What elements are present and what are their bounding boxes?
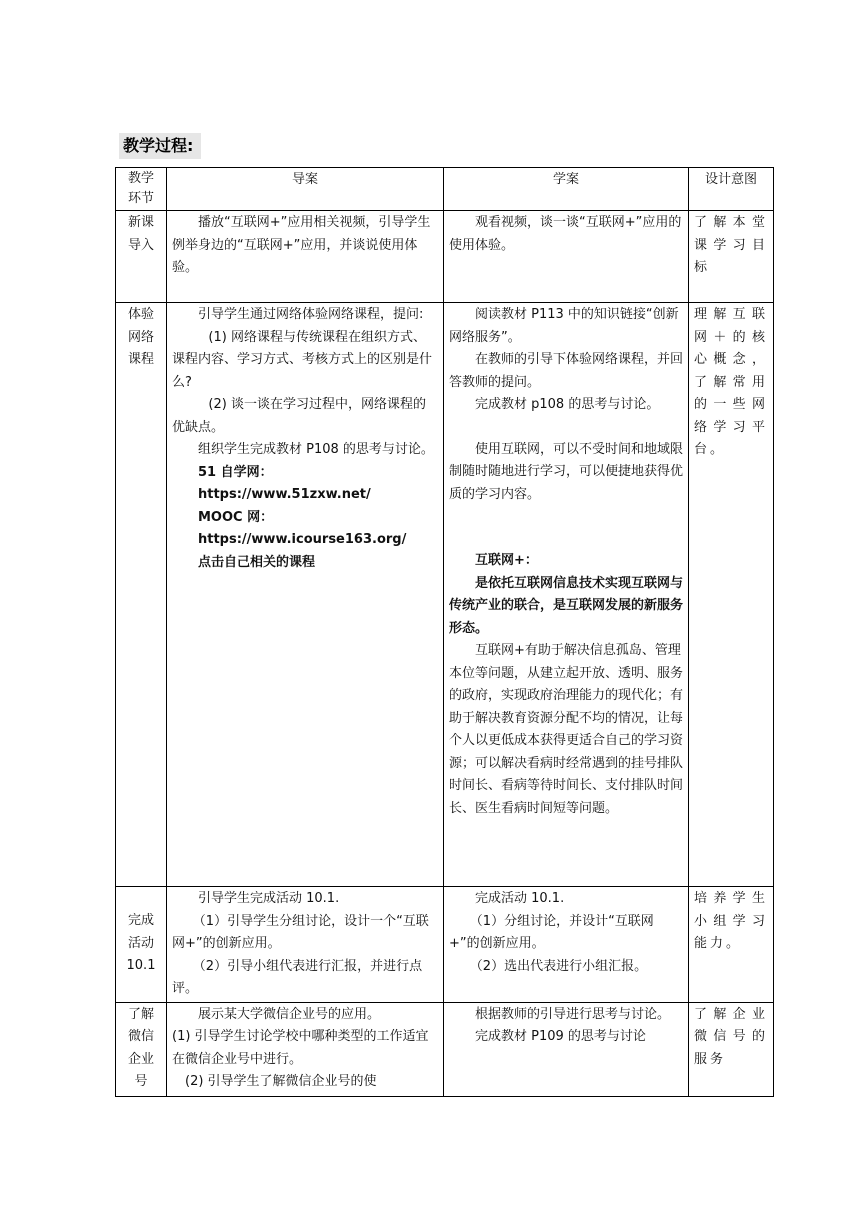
guide-cell bbox=[167, 1002, 444, 1096]
stage-text: 新课 导入 bbox=[127, 215, 154, 253]
guide-text: (2) 引导学生了解微信企业号的使 bbox=[185, 1074, 377, 1089]
table-header-row bbox=[116, 168, 774, 211]
intent-cell: 理解互联网＋的核心概念，了解常用的一些网络学习平台。 bbox=[689, 303, 774, 887]
intent-cell: 培养学生小组学习能力。 bbox=[689, 887, 774, 1003]
study-cell bbox=[444, 1002, 689, 1096]
guide-text: 51 自学网： bbox=[198, 464, 273, 480]
stage-cell bbox=[116, 887, 167, 1003]
stage-text: 了解 微信 企业 号 bbox=[127, 1006, 154, 1089]
table-row bbox=[116, 887, 774, 1003]
guide-text: (1) 网络课程与传统课程在组织方式、课程内容、学习方式、考核方式上的区别是什么? bbox=[172, 329, 433, 390]
guide-text: 引导学生通过网络体验网络课程，提问: bbox=[198, 307, 424, 322]
guide-text: 组织学生完成教材 P108 的思考与讨论。 bbox=[198, 442, 434, 457]
study-cell bbox=[444, 303, 689, 887]
teaching-process-table bbox=[115, 167, 774, 1097]
header-stage-text: 教学 环节 bbox=[127, 171, 154, 206]
study-text: 完成教材 P109 的思考与讨论 bbox=[475, 1029, 646, 1044]
stage-cell bbox=[116, 211, 167, 303]
guide-cell bbox=[167, 887, 444, 1003]
study-text: 完成活动 10.1. bbox=[475, 891, 565, 906]
study-cell bbox=[444, 887, 689, 1003]
study-text: 互联网+： bbox=[475, 553, 538, 568]
guide-cell bbox=[167, 211, 444, 303]
header-study: 学案 bbox=[444, 168, 689, 211]
blank-line bbox=[449, 506, 683, 550]
study-text: 阅读教材 P113 中的知识链接“创新网络服务”。 bbox=[449, 307, 679, 345]
stage-text: 完成 活动 10.1 bbox=[126, 913, 156, 973]
guide-text: 展示某大学微信企业号的应用。 bbox=[198, 1006, 381, 1022]
study-text: 根据教师的引导进行思考与讨论。 bbox=[475, 1006, 671, 1022]
header-stage bbox=[116, 168, 167, 211]
guide-text: （1）引导学生分组讨论，设计一个“互联网+”的创新应用。 bbox=[172, 913, 429, 951]
stage-cell bbox=[116, 303, 167, 887]
table-row bbox=[116, 1002, 774, 1096]
guide-text: 引导学生完成活动 10.1. bbox=[198, 891, 340, 906]
website-url-icourse163: https://www.icourse163.org/ bbox=[198, 532, 407, 547]
intent-cell: 了解本堂课学习目标 bbox=[689, 211, 774, 303]
website-url-51zxw: https://www.51zxw.net/ bbox=[198, 487, 371, 502]
section-heading: 教学过程: bbox=[119, 133, 201, 159]
header-intent: 设计意图 bbox=[689, 168, 774, 211]
study-cell bbox=[444, 211, 689, 303]
study-text: 完成教材 p108 的思考与讨论。 bbox=[475, 397, 660, 412]
study-text: 互联网+有助于解决信息孤岛、管理本位等问题，从建立起开放、透明、服务的政府，实现政府治理能力的现代化；有助于解决教育资源分配不均的情况，让每个人以更低成本获得更适合自己的学习资源；可以解决看病时经常遇到的挂号排队时间长、看病等待时间长、支付排队时间长、医生看病时间短等问题。 bbox=[449, 643, 684, 816]
guide-text: 播放“互联网+”应用相关视频，引导学生例举身边的“互联网+”应用，并谈说使用体验。 bbox=[172, 215, 431, 275]
study-text: 是依托互联网信息技术实现互联网与传统产业的联合，是互联网发展的新服务形态。 bbox=[449, 575, 684, 636]
table-row bbox=[116, 211, 774, 303]
guide-text: 点击自己相关的课程 bbox=[198, 554, 316, 570]
guide-text: (1) 引导学生讨论学校中哪种类型的工作适宜在微信企业号中进行。 bbox=[172, 1029, 429, 1067]
guide-cell bbox=[167, 303, 444, 887]
table-row bbox=[116, 303, 774, 887]
study-text: 观看视频，谈一谈“互联网+”应用的使用体验。 bbox=[449, 215, 682, 253]
study-text: （1）分组讨论，并设计“互联网+”的创新应用。 bbox=[449, 913, 654, 951]
guide-text: (2) 谈一谈在学习过程中，网络课程的优缺点。 bbox=[172, 397, 426, 435]
guide-text: MOOC 网： bbox=[198, 509, 274, 525]
guide-text: （2）引导小组代表进行汇报，并进行点评。 bbox=[172, 958, 423, 996]
study-text: （2）选出代表进行小组汇报。 bbox=[469, 958, 648, 974]
study-text: 在教师的引导下体验网络课程，并回答教师的提问。 bbox=[449, 352, 684, 390]
stage-cell bbox=[116, 1002, 167, 1096]
intent-cell: 了解企业微信号的服务 bbox=[689, 1002, 774, 1096]
blank-line bbox=[449, 417, 683, 439]
stage-text: 体验 网络 课程 bbox=[127, 307, 154, 367]
header-guide: 导案 bbox=[167, 168, 444, 211]
study-text: 使用互联网，可以不受时间和地域限制随时随地进行学习，可以便捷地获得优质的学习内容。 bbox=[449, 441, 684, 502]
